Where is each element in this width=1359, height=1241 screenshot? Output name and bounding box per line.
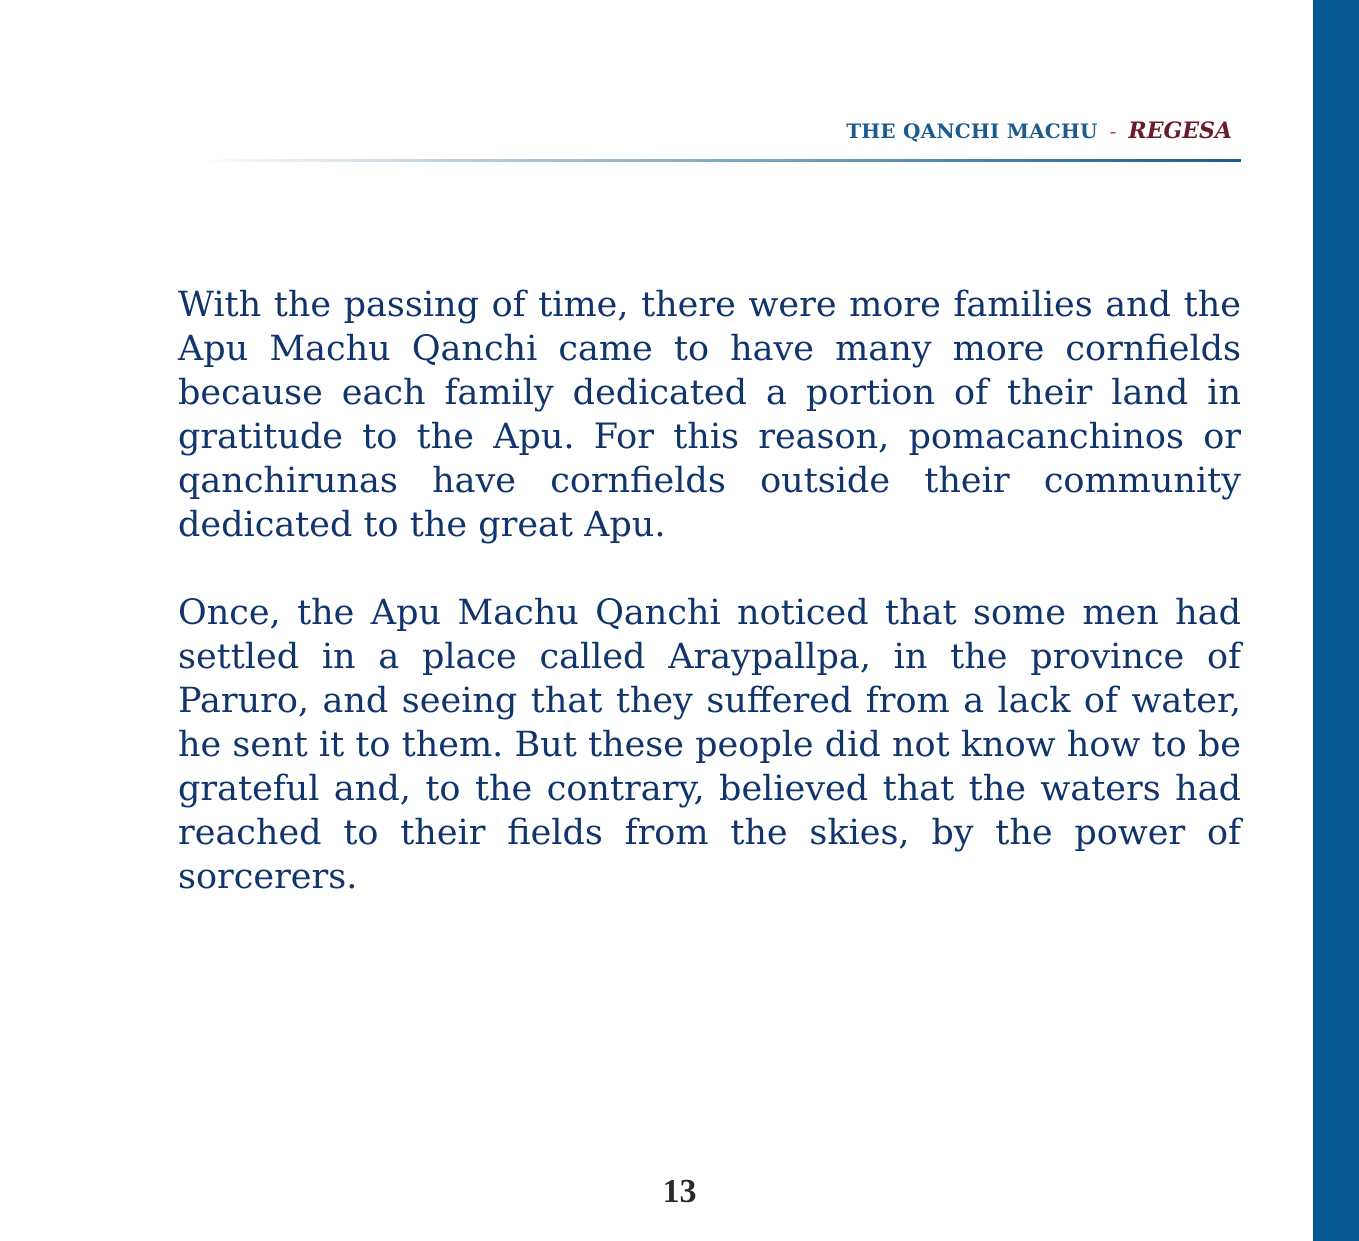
header-separator: - <box>1109 119 1117 143</box>
paragraph: With the passing of time, there were more families and the Apu Machu Qanchi came to have many more cornfields because each family dedicated a portion of their land in gratitude to the Apu. For this reason, pomacanchinos or qanchirunas have cornfields outside their community dedicated to the great Apu. <box>178 285 1241 545</box>
book-title: THE QANCHI MACHU <box>846 119 1098 143</box>
page-number: 13 <box>662 1173 697 1210</box>
body-text <box>178 283 1241 943</box>
paragraph: Once, the Apu Machu Qanchi noticed that some men had settled in a place called Araypallpa, in the province of Paruro, and seeing that they suffered from a lack of water, he sent it to them. But these people did not know how to be grateful and, to the contrary, believed that the waters had reached to their fields from the skies, by the power of sorcerers. <box>178 593 1241 897</box>
author-name: REGESA <box>1128 118 1232 144</box>
running-header <box>846 116 1232 146</box>
header-divider <box>198 159 1241 162</box>
page-edge-bar <box>1313 0 1359 1241</box>
